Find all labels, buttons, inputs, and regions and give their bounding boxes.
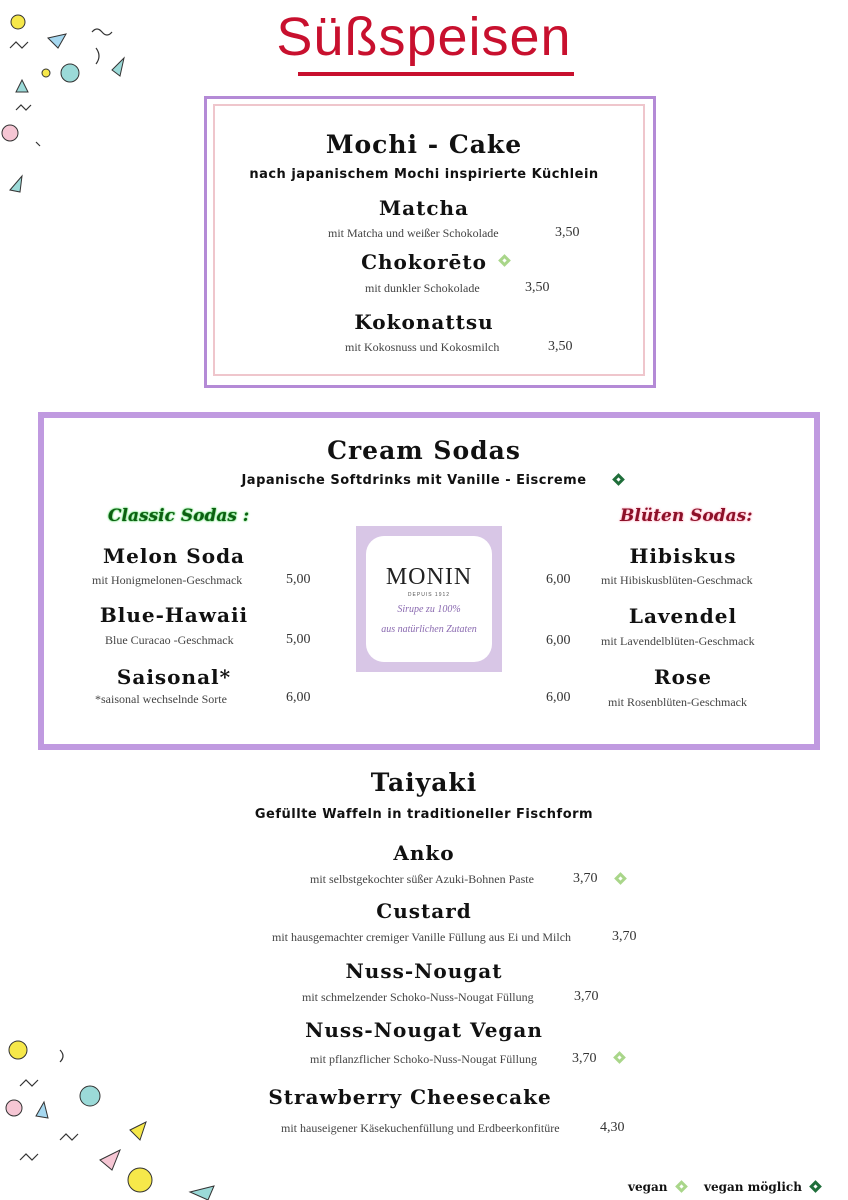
mochi-subtitle: nach japanischem Mochi inspirierte Küchlein (249, 167, 599, 182)
soda-desc: mit Lavendelblüten-Geschmack (601, 634, 755, 648)
taiyaki-item-price: 4,30 (600, 1120, 625, 1135)
taiyaki-item-price: 3,70 (573, 871, 598, 886)
taiyaki-item-desc: mit hauseigener Käsekuchenfüllung und Erdbeerkonfitüre (281, 1121, 560, 1135)
taiyaki-title: Taiyaki (370, 768, 478, 797)
classic-sodas-heading: Classic Sodas : (108, 506, 250, 526)
soda-desc: *saisonal wechselnde Sorte (95, 692, 227, 706)
soda-name: Saisonal* (116, 665, 232, 689)
mochi-item-desc: mit Kokosnuss und Kokosmilch (345, 340, 500, 354)
mochi-item-desc: mit dunkler Schokolade (365, 281, 480, 295)
vegan-possible-icon (614, 872, 627, 885)
mochi-title: Mochi - Cake (325, 130, 523, 159)
soda-price: 6,00 (546, 572, 571, 587)
taiyaki-item-desc: mit schmelzender Schoko-Nuss-Nougat Füllung (302, 990, 534, 1004)
taiyaki-subtitle: Gefüllte Waffeln in traditioneller Fischform (254, 807, 594, 822)
vegan-possible-icon (613, 1051, 626, 1064)
taiyaki-item-price: 3,70 (572, 1051, 597, 1066)
taiyaki-item-name: Custard (376, 899, 472, 923)
taiyaki-item-desc: mit pflanzflicher Schoko-Nuss-Nougat Füllung (310, 1052, 537, 1066)
mochi-item-name: Matcha (378, 196, 469, 220)
taiyaki-item-name: Anko (393, 841, 455, 865)
soda-price: 5,00 (286, 572, 311, 587)
bluten-sodas-heading: Blüten Sodas: (620, 506, 753, 526)
vegan-possible-icon (809, 1180, 822, 1193)
soda-name: Hibiskus (629, 544, 737, 568)
mochi-item-price: 3,50 (525, 280, 550, 295)
legend-vegan-label: vegan (628, 1180, 668, 1194)
soda-name: Lavendel (628, 604, 738, 628)
mochi-item-price: 3,50 (555, 225, 580, 240)
soda-name: Blue-Hawaii (99, 603, 249, 627)
monin-tagline: aus natürlichen Zutaten (381, 624, 477, 635)
taiyaki-item-name: Nuss-Nougat (345, 959, 503, 983)
soda-desc: mit Rosenblüten-Geschmack (608, 695, 747, 709)
sodas-title: Cream Sodas (327, 436, 521, 465)
sodas-subtitle: Japanische Softdrinks mit Vanille - Eiscreme (241, 473, 587, 488)
soda-price: 5,00 (286, 632, 311, 647)
monin-logo-name: MONIN (385, 564, 473, 590)
page-title: Süßspeisen (276, 7, 572, 67)
soda-name: Melon Soda (102, 544, 246, 568)
monin-logo-inner (366, 536, 492, 662)
taiyaki-item-name: Strawberry Cheesecake (268, 1085, 552, 1109)
mochi-item-name: Kokonattsu (354, 310, 494, 334)
taiyaki-item-desc: mit selbstgekochter süßer Azuki-Bohnen Paste (310, 872, 534, 886)
soda-desc: mit Hibiskusblüten-Geschmack (601, 573, 753, 587)
taiyaki-item-desc: mit hausgemachter cremiger Vanille Füllung aus Ei und Milch (272, 930, 572, 944)
vegan-icon (675, 1180, 688, 1193)
title-underline (298, 72, 574, 76)
monin-logo-since: DEPUIS 1912 (407, 592, 451, 598)
taiyaki-item-price: 3,70 (612, 929, 637, 944)
mochi-item-price: 3,50 (548, 339, 573, 354)
mochi-item-name: Chokorēto (361, 250, 487, 274)
legend-vegan-possible-label: vegan möglich (704, 1180, 802, 1194)
soda-price: 6,00 (546, 690, 571, 705)
taiyaki-item-name: Nuss-Nougat Vegan (305, 1018, 543, 1042)
mochi-item-desc: mit Matcha und weißer Schokolade (328, 226, 499, 240)
soda-desc: Blue Curacao -Geschmack (105, 633, 234, 647)
soda-name: Rose (654, 665, 712, 689)
soda-price: 6,00 (546, 633, 571, 648)
soda-price: 6,00 (286, 690, 311, 705)
monin-tagline: Sirupe zu 100% (397, 604, 461, 615)
soda-desc: mit Honigmelonen-Geschmack (92, 573, 243, 587)
taiyaki-item-price: 3,70 (574, 989, 599, 1004)
